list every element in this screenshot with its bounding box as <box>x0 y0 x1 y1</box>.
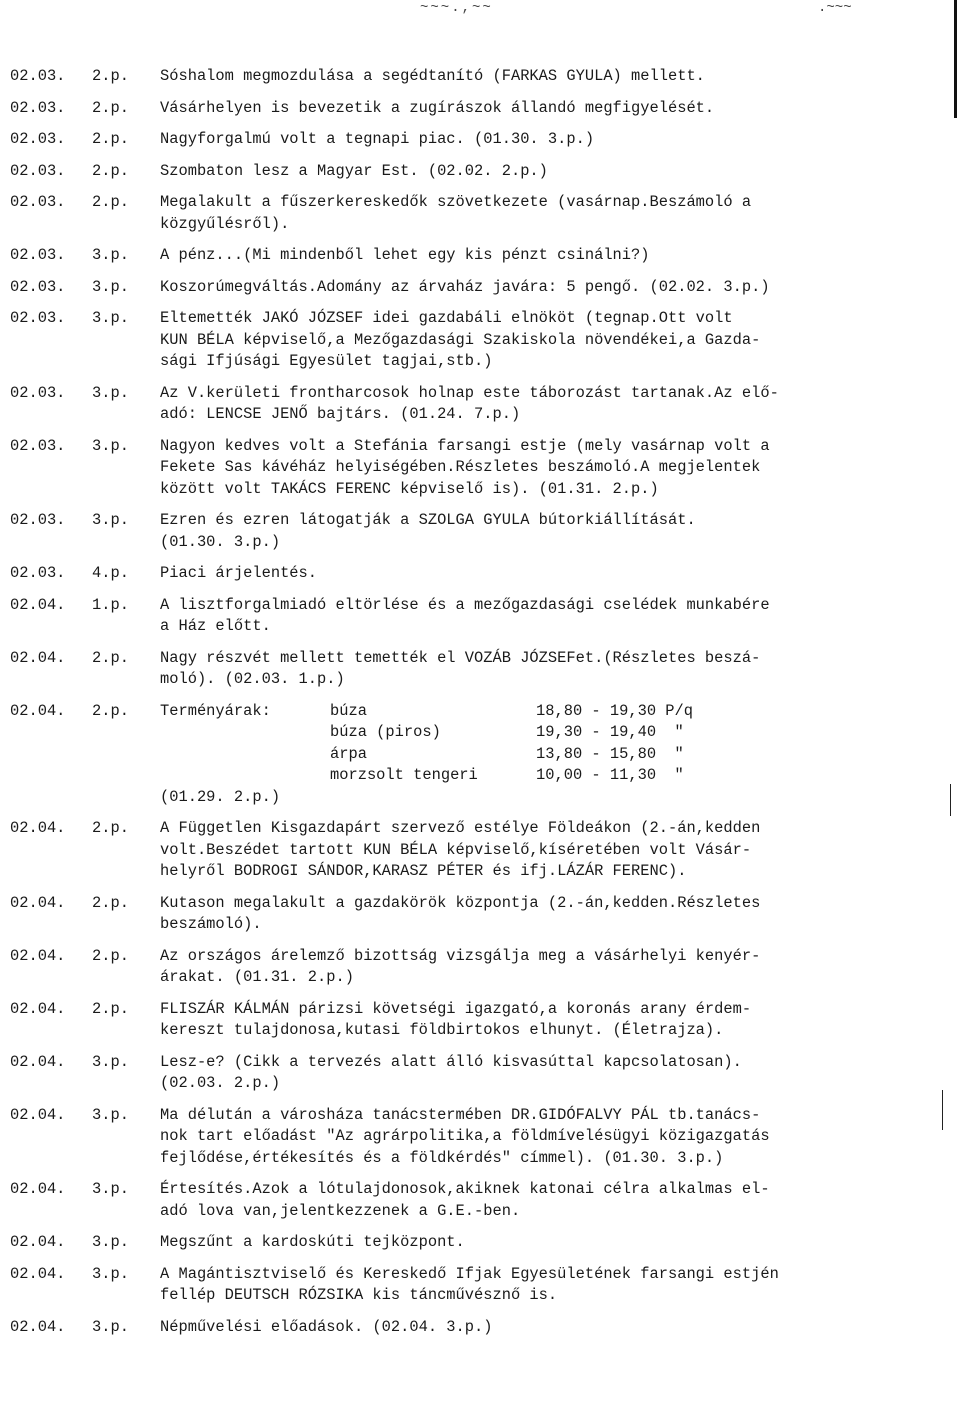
entry-text <box>160 701 940 809</box>
entry-line: Sóshalom megmozdulása a segédtanító (FARKAS GYULA) mellett. <box>160 67 705 85</box>
entry-text <box>160 277 940 299</box>
entry-date: 02.03. <box>10 246 66 264</box>
list-item <box>10 1052 940 1095</box>
entry-line: a Ház előtt. <box>160 617 271 635</box>
entry-page: 2.p. <box>92 819 129 837</box>
entry-line: Értesítés.Azok a lótulajdonosok,akiknek katonai célra alkalmas el- <box>160 1180 770 1198</box>
entry-date: 02.04. <box>10 1317 66 1336</box>
entry-line: Megszűnt a kardoskúti tejközpont. <box>160 1233 465 1251</box>
entry-line: moló). (02.03. 1.p.) <box>160 670 345 688</box>
entry-text <box>160 893 940 936</box>
entry-text <box>160 595 940 638</box>
entry-page: 2.p. <box>92 701 129 720</box>
entry-date: 02.04. <box>10 819 66 837</box>
price-item: morzsolt tengeri <box>330 766 478 784</box>
entry-page: 2.p. <box>92 67 129 85</box>
entry-page: 1.p. <box>92 595 129 614</box>
entry-date: 02.04. <box>10 1264 66 1283</box>
entry-line: Szombaton lesz a Magyar Est. (02.02. 2.p.) <box>160 161 548 180</box>
entry-date: 02.04. <box>10 1180 66 1198</box>
entry-line: Az országos árelemző bizottság vizsgálja meg a vásárhelyi kenyér- <box>160 946 761 965</box>
entry-date: 02.03. <box>10 564 66 582</box>
list-item <box>10 1105 940 1170</box>
entry-line: nok tart előadást "Az agrárpolitika,a földmívelésügyi közigazgatás <box>160 1127 770 1145</box>
entry-text <box>160 946 940 989</box>
entry-line: Koszorúmegváltás.Adomány az árvaház javára: 5 pengő. (02.02. 3.p.) <box>160 277 770 296</box>
entry-line: között volt TAKÁCS FERENC képviselő is). (01.31. 2.p.) <box>160 479 659 498</box>
entry-line: Az V.kerületi frontharcosok holnap este táborozást tartanak.Az elő- <box>160 383 779 402</box>
list-item <box>10 277 940 299</box>
entry-line: fejlődése,értékesítés és a földkérdés" címmel). (01.30. 3.p.) <box>160 1148 724 1167</box>
list-item <box>10 946 940 989</box>
price-source: (01.29. 2.p.) <box>160 787 281 806</box>
margin-mark <box>950 784 951 816</box>
entry-text <box>160 161 940 183</box>
entry-line: Lesz-e? (Cikk a tervezés alatt álló kisvasúttal kapcsolatosan). <box>160 1052 742 1071</box>
entry-page: 2.p. <box>92 161 129 180</box>
entry-date: 02.03. <box>10 277 66 296</box>
entry-page: 3.p. <box>92 309 129 327</box>
entry-line: A Független Kisgazdapárt szervező estélye Földeákon (2.-án,kedden <box>160 819 761 837</box>
list-item <box>10 818 940 883</box>
entry-text <box>160 648 940 691</box>
list-item <box>10 563 940 585</box>
list-item <box>10 245 940 267</box>
entry-line: fellép DEUTSCH RÓZSIKA kis táncművésznő is. <box>160 1286 558 1304</box>
page-edge-line <box>954 0 957 118</box>
list-item <box>10 66 940 88</box>
entry-date: 02.03. <box>10 309 66 327</box>
entry-line: Ezren és ezren látogatják a SZOLGA GYULA bútorkiállítását. <box>160 511 696 529</box>
price-value: 19,30 - 19,40 " <box>536 723 684 741</box>
list-item <box>10 510 940 553</box>
entry-line: FLISZÁR KÁLMÁN párizsi követségi igazgató,a koronás arany érdem- <box>160 999 752 1018</box>
list-item <box>10 893 940 936</box>
entry-page: 2.p. <box>92 999 129 1018</box>
entry-page: 3.p. <box>92 277 129 296</box>
entry-text <box>160 436 940 501</box>
entry-page: 3.p. <box>92 1264 129 1283</box>
price-item: búza (piros) <box>330 723 441 741</box>
list-item <box>10 436 940 501</box>
entry-page: 3.p. <box>92 1052 129 1071</box>
entry-line: közgyűlésről). <box>160 214 290 233</box>
entry-page: 3.p. <box>92 511 129 529</box>
entry-line: adó lova van,jelentkezzenek a G.E.-ben. <box>160 1201 521 1220</box>
entry-text <box>160 1105 940 1170</box>
entry-line: (02.03. 2.p.) <box>160 1074 281 1092</box>
entry-page: 2.p. <box>92 98 129 117</box>
entry-line: Ma délután a városháza tanácstermében DR.GIDÓFALVY PÁL tb.tanács- <box>160 1105 761 1124</box>
entry-date: 02.03. <box>10 383 66 402</box>
entry-line: A lisztforgalmiadó eltörlése és a mezőgazdasági cselédek munkabére <box>160 595 770 614</box>
entry-page: 2.p. <box>92 193 129 211</box>
cut-off-header-text-right: .~~~ <box>818 0 852 16</box>
entry-line: kereszt tulajdonosa,kutasi földbirtokos elhunyt. (Életrajza). <box>160 1021 724 1039</box>
entry-line: Népművelési előadások. (02.04. 3.p.) <box>160 1317 493 1336</box>
entry-page: 2.p. <box>92 946 129 965</box>
list-item <box>10 161 940 183</box>
entry-line: KUN BÉLA képviselő,a Mezőgazdasági Szakiskola növendékei,a Gazda- <box>160 330 761 349</box>
price-value: 13,80 - 15,80 " <box>536 744 684 763</box>
list-item <box>10 1317 940 1339</box>
price-label: Terményárak: <box>160 701 271 720</box>
entry-line: beszámoló). <box>160 915 262 933</box>
list-item <box>10 1232 940 1254</box>
entry-text <box>160 1232 940 1254</box>
entry-line: Megalakult a fűszerkereskedők szövetkezete (vasárnap.Beszámoló a <box>160 193 752 211</box>
entry-line: Eltemették JAKÓ JÓZSEF idei gazdabáli elnököt (tegnap.Ott volt <box>160 309 733 327</box>
entry-page: 2.p. <box>92 893 129 912</box>
entry-page: 3.p. <box>92 246 129 264</box>
cut-off-header-text: ~~~.,~~ <box>420 0 493 16</box>
price-item: búza <box>330 701 367 720</box>
entry-page: 3.p. <box>92 383 129 402</box>
entry-line: A pénz...(Mi mindenből lehet egy kis pénzt csinálni?) <box>160 246 650 264</box>
entry-date: 02.03. <box>10 161 66 180</box>
entry-text <box>160 999 940 1042</box>
entry-date: 02.04. <box>10 1105 66 1124</box>
entry-line: Kutason megalakult a gazdakörök központja (2.-án,kedden.Részletes <box>160 893 761 912</box>
list-item <box>10 383 940 426</box>
entry-line: adó: LENCSE JENŐ bajtárs. (01.24. 7.p.) <box>160 405 521 423</box>
entry-date: 02.03. <box>10 130 66 148</box>
list-item <box>10 1264 940 1307</box>
list-item <box>10 308 940 373</box>
entry-text <box>160 98 940 120</box>
list-item <box>10 1179 940 1222</box>
entry-date: 02.03. <box>10 436 66 455</box>
price-value: 10,00 - 11,30 " <box>536 766 684 784</box>
entry-date: 02.03. <box>10 511 66 529</box>
entry-page: 3.p. <box>92 1317 129 1336</box>
entry-line: volt.Beszédet tartott KUN BÉLA képviselő,kíséretében volt Vásár- <box>160 840 752 859</box>
entry-page: 2.p. <box>92 648 129 667</box>
entry-line: Vásárhelyen is bevezetik a zugírászok állandó megfigyelését. <box>160 98 715 117</box>
entry-line: helyről BODROGI SÁNDOR,KARASZ PÉTER és ifj.LÁZÁR FERENC). <box>160 862 687 880</box>
entry-text <box>160 563 940 585</box>
price-value: 18,80 - 19,30 P/q <box>536 701 694 720</box>
entry-line: Nagyon kedves volt a Stefánia farsangi estje (mely vasárnap volt a <box>160 436 770 455</box>
entry-text <box>160 1179 940 1222</box>
entry-text <box>160 129 940 151</box>
entry-text <box>160 818 940 883</box>
entry-text <box>160 245 940 267</box>
entry-text <box>160 1052 940 1095</box>
margin-mark <box>942 1090 943 1130</box>
entry-date: 02.04. <box>10 1052 66 1071</box>
entry-date: 02.04. <box>10 648 66 667</box>
entry-page: 3.p. <box>92 436 129 455</box>
entry-line: A Magántisztviselő és Kereskedő Ifjak Egyesületének farsangi estjén <box>160 1264 779 1283</box>
price-label <box>160 744 330 766</box>
entry-page: 3.p. <box>92 1105 129 1124</box>
entry-line: Nagy részvét mellett temették el VOZÁB JÓZSEFet.(Részletes beszá- <box>160 648 761 667</box>
entry-text <box>160 1264 940 1307</box>
price-label <box>160 722 330 744</box>
entry-list <box>10 66 940 1338</box>
entry-text <box>160 308 940 373</box>
entry-page: 3.p. <box>92 1180 129 1198</box>
entry-text <box>160 383 940 426</box>
entry-page: 2.p. <box>92 130 129 148</box>
entry-date: 02.04. <box>10 595 66 614</box>
entry-date: 02.04. <box>10 893 66 912</box>
list-item <box>10 595 940 638</box>
entry-date: 02.03. <box>10 67 66 85</box>
entry-line: Nagyforgalmú volt a tegnapi piac. (01.30. 3.p.) <box>160 130 595 148</box>
list-item <box>10 999 940 1042</box>
entry-text <box>160 510 940 553</box>
entry-text <box>160 1317 940 1339</box>
entry-line: Fekete Sas kávéház helyiségében.Részletes beszámoló.A megjelentek <box>160 458 761 476</box>
list-item <box>10 701 940 809</box>
entry-page: 4.p. <box>92 564 129 582</box>
entry-line: (01.30. 3.p.) <box>160 532 281 551</box>
entry-date: 02.04. <box>10 701 66 720</box>
entry-date: 02.04. <box>10 999 66 1018</box>
list-item <box>10 192 940 235</box>
price-table <box>160 701 940 787</box>
list-item <box>10 648 940 691</box>
list-item <box>10 129 940 151</box>
entry-line: Piaci árjelentés. <box>160 564 318 582</box>
entry-date: 02.04. <box>10 946 66 965</box>
entry-line: sági Ifjúsági Egyesület tagjai,stb.) <box>160 352 493 370</box>
entry-date: 02.03. <box>10 193 66 211</box>
list-item <box>10 98 940 120</box>
entry-date: 02.03. <box>10 98 66 117</box>
price-item: árpa <box>330 744 367 763</box>
entry-date: 02.04. <box>10 1233 66 1251</box>
price-label <box>160 765 330 787</box>
entry-page: 3.p. <box>92 1233 129 1251</box>
entry-text <box>160 66 940 88</box>
entry-text <box>160 192 940 235</box>
entry-line: árakat. (01.31. 2.p.) <box>160 968 354 986</box>
